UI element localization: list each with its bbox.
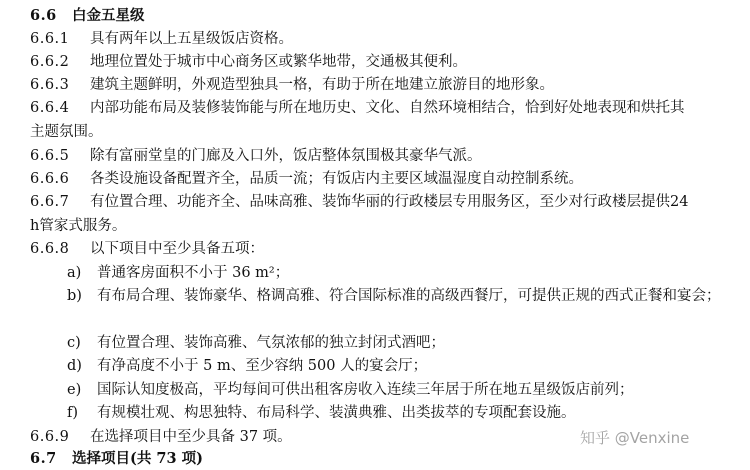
clause-number: 6.6.2	[30, 54, 70, 70]
section-title: 选择项目(共 73 项)	[72, 450, 203, 467]
sub-item-label: c)	[67, 335, 81, 351]
clause-text: 建筑主题鲜明，外观造型独具一格，有助于所在地建立旅游目的地形象。	[90, 77, 554, 93]
sub-item-text: 有净高度不小于 5 m、至少容纳 500 人的宴会厅；	[97, 358, 428, 374]
clause-text: 地理位置处于城市中心商务区或繁华地带，交通极其便利。	[90, 54, 467, 70]
sub-item-label: f)	[67, 405, 79, 421]
clause-text: 各类设施设备配置齐全，品质一流；有饭店内主要区域温湿度自动控制系统。	[90, 171, 583, 187]
clause-text: 以下项目中至少具备五项：	[90, 241, 264, 257]
sub-item-label: e)	[67, 382, 82, 398]
section-number: 6.7	[30, 450, 57, 467]
clause-text: 除有富丽堂皇的门廊及入口外，饭店整体氛围极其豪华气派。	[90, 148, 482, 164]
sub-item-label: a)	[67, 265, 82, 281]
clause-text: 有位置合理、功能齐全、品味高雅、装饰华丽的行政楼层专用服务区，至少对行政楼层提供24 h管家式服务。	[30, 194, 689, 234]
clause-number: 6.6.9	[30, 429, 70, 445]
clause-number: 6.6.8	[30, 241, 70, 257]
zhihu-watermark: 知乎 @Venxine	[580, 429, 690, 447]
clause-number: 6.6.1	[30, 31, 70, 47]
sub-item-text: 有布局合理、装饰豪华、格调高雅、符合国际标准的高级西餐厅，可提供正规的西式正餐和宴会；	[97, 288, 721, 304]
clause-number: 6.6.6	[30, 171, 70, 187]
section-title: 白金五星级	[72, 7, 145, 24]
clause-text: 具有两年以上五星级饭店资格。	[90, 31, 293, 47]
sub-item-text: 普通客房面积不小于 36 m²；	[97, 265, 290, 281]
clause-number: 6.6.4	[30, 100, 70, 116]
section-number: 6.6	[30, 7, 57, 24]
clause-number: 6.6.3	[30, 77, 70, 93]
clause-text: 内部功能布局及装修装饰能与所在地历史、文化、自然环境相结合，恰到好处地表现和烘托其主题氛围。	[30, 100, 685, 140]
sub-item-label: b)	[67, 288, 82, 304]
clause-number: 6.6.5	[30, 148, 70, 164]
clause-text: 在选择项目中至少具备 37 项。	[90, 429, 292, 445]
sub-item-text: 国际认知度极高，平均每间可供出租客房收入连续三年居于所在地五星级饭店前列；	[97, 382, 634, 398]
sub-item-text: 有规模壮观、构思独特、布局科学、装潢典雅、出类拔萃的专项配套设施。	[97, 405, 576, 421]
sub-item-label: d)	[67, 358, 82, 374]
clause-number: 6.6.7	[30, 194, 70, 210]
sub-item-text: 有位置合理、装饰高雅、气氛浓郁的独立封闭式酒吧；	[97, 335, 445, 351]
